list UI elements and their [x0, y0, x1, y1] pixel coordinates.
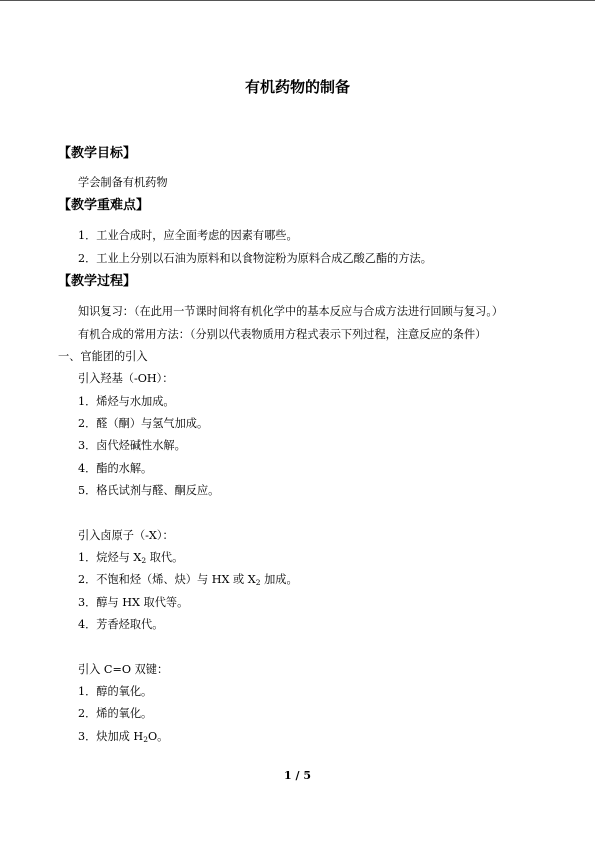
- hydroxyl-item: 1．烯烃与水加成。: [78, 395, 175, 408]
- page-number: 1 / 5: [284, 769, 311, 782]
- item-text: 取代。: [146, 551, 184, 564]
- page-top-border: [0, 0, 595, 1]
- methods-paragraph: 有机合成的常用方法：（分别以代表物质用方程式表示下列过程，注意反应的条件）: [78, 328, 487, 341]
- halogen-item: 4．芳香烃取代。: [78, 618, 164, 631]
- item-text: O。: [147, 730, 169, 743]
- goals-text: 学会制备有机药物: [78, 176, 168, 189]
- key-point-item: 2．工业上分别以石油为原料和以食物淀粉为原料合成乙酸乙酯的方法。: [78, 252, 432, 265]
- hydroxyl-item: 5．格氏试剂与醛、酮反应。: [78, 484, 220, 497]
- subscript: 2: [255, 578, 261, 587]
- hydroxyl-item: 2．醛（酮）与氢气加成。: [78, 417, 209, 430]
- review-paragraph: 知识复习：（在此用一节课时间将有机化学中的基本反应与合成方法进行回顾与复习。）: [78, 305, 504, 318]
- hydroxyl-item: 4．酯的水解。: [78, 462, 153, 475]
- process-heading: 【教学过程】: [58, 274, 137, 289]
- halogen-heading: 引入卤原子（-X）：: [78, 529, 174, 542]
- key-point-item: 1．工业合成时，应全面考虑的因素有哪些。: [78, 229, 298, 242]
- halogen-item: 3．醇与 HX 取代等。: [78, 596, 189, 609]
- subscript: 2: [143, 735, 148, 744]
- carbonyl-item: [78, 731, 168, 742]
- hydroxyl-heading: 引入羟基（-OH）：: [78, 372, 174, 385]
- carbonyl-item: 2．烯的氧化。: [78, 707, 153, 720]
- item-text: 3．炔加成 H: [78, 730, 144, 743]
- carbonyl-item: 1．醇的氧化。: [78, 685, 153, 698]
- section-heading-functional-groups: 一、官能团的引入: [58, 350, 148, 363]
- goals-heading: 【教学目标】: [58, 146, 137, 161]
- key-points-heading: 【教学重难点】: [58, 198, 150, 213]
- hydroxyl-item: 3．卤代烃碱性水解。: [78, 439, 186, 452]
- halogen-item: [78, 574, 298, 585]
- item-text: 2．不饱和烃（烯、炔）与 HX 或 X: [78, 573, 256, 586]
- halogen-item: [78, 552, 183, 563]
- carbonyl-heading: 引入 C=O 双键：: [78, 663, 169, 676]
- item-text: 1．烷烃与 X: [78, 551, 142, 564]
- item-text: 加成。: [260, 573, 298, 586]
- subscript: 2: [141, 556, 147, 565]
- document-title: 有机药物的制备: [244, 78, 350, 96]
